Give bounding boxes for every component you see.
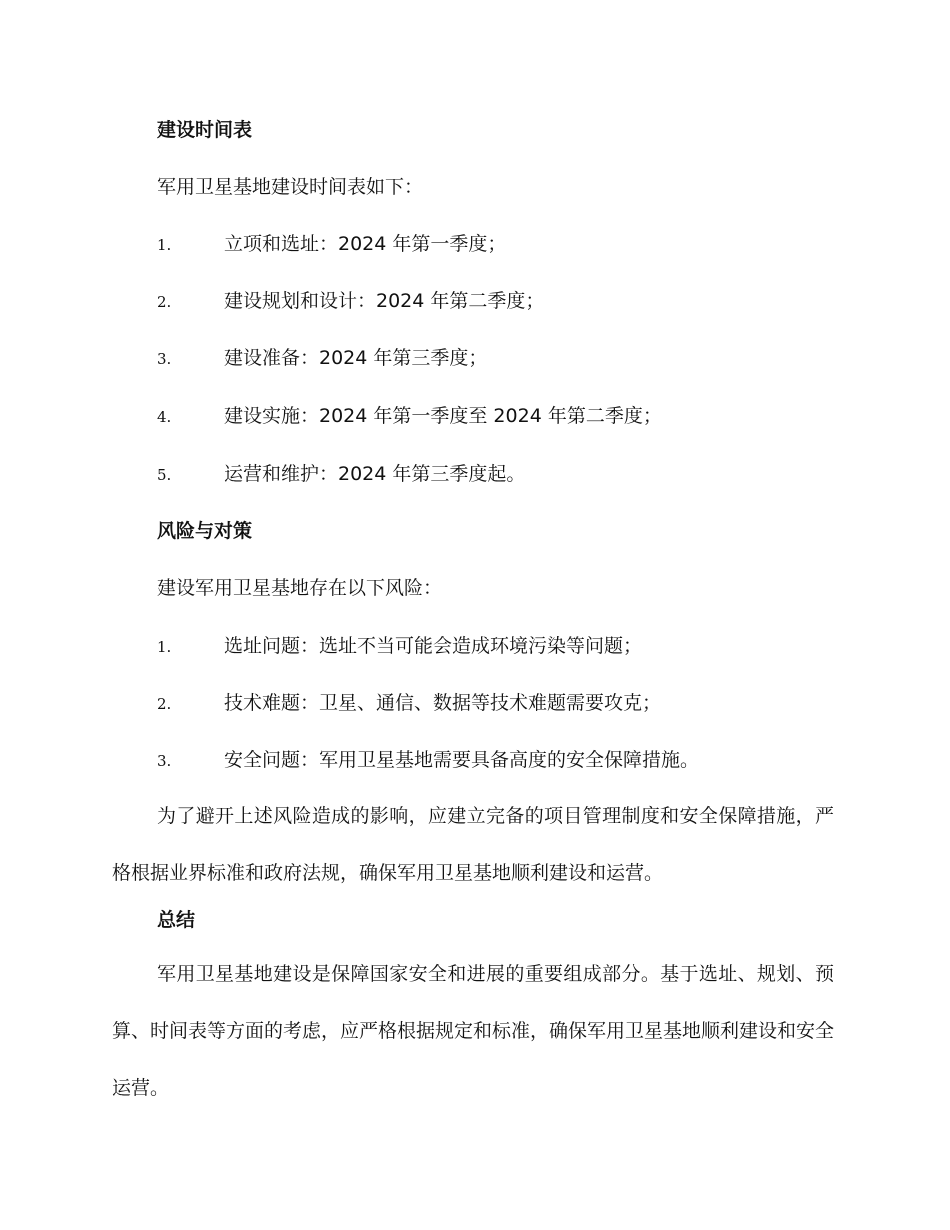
list-number: 1. xyxy=(157,638,172,656)
list-item xyxy=(157,289,837,313)
list-text: 建设准备：2024 年第三季度； xyxy=(224,347,488,369)
section-heading-schedule: 建设时间表 xyxy=(157,119,253,141)
list-number: 2. xyxy=(157,695,172,713)
risks-measures-paragraph: 为了避开上述风险造成的影响，应建立完备的项目管理制度和安全保障措施，严格根据业界标准和政府法规，确保军用卫星基地顺利建设和运营。 xyxy=(112,805,834,884)
list-item xyxy=(157,748,837,772)
schedule-intro: 军用卫星基地建设时间表如下： xyxy=(157,176,424,198)
list-number: 5. xyxy=(157,466,172,484)
list-number: 1. xyxy=(157,236,172,254)
list-text: 选址问题：选址不当可能会造成环境污染等问题； xyxy=(224,635,643,657)
list-item xyxy=(157,462,837,486)
list-number: 3. xyxy=(157,350,172,368)
section-heading-summary: 总结 xyxy=(157,909,196,931)
list-number: 4. xyxy=(157,408,172,426)
list-item xyxy=(157,634,837,658)
section-heading-risks: 风险与对策 xyxy=(157,520,253,542)
list-text: 技术难题：卫星、通信、数据等技术难题需要攻克； xyxy=(224,692,662,714)
list-item xyxy=(157,346,837,370)
list-text: 建设实施：2024 年第一季度至 2024 年第二季度； xyxy=(224,405,662,427)
list-text: 建设规划和设计：2024 年第二季度； xyxy=(224,290,545,312)
list-number: 3. xyxy=(157,752,172,770)
list-item xyxy=(157,232,837,256)
risks-intro: 建设军用卫星基地存在以下风险： xyxy=(157,577,443,599)
list-text: 运营和维护：2024 年第三季度起。 xyxy=(224,463,526,485)
list-number: 2. xyxy=(157,293,172,311)
list-text: 安全问题：军用卫星基地需要具备高度的安全保障措施。 xyxy=(224,749,700,771)
list-item xyxy=(157,404,837,428)
list-text: 立项和选址：2024 年第一季度； xyxy=(224,233,507,255)
list-item xyxy=(157,691,837,715)
summary-paragraph: 军用卫星基地建设是保障国家安全和进展的重要组成部分。基于选址、规划、预算、时间表等方面的考虑，应严格根据规定和标准，确保军用卫星基地顺利建设和安全运营。 xyxy=(112,963,835,1099)
